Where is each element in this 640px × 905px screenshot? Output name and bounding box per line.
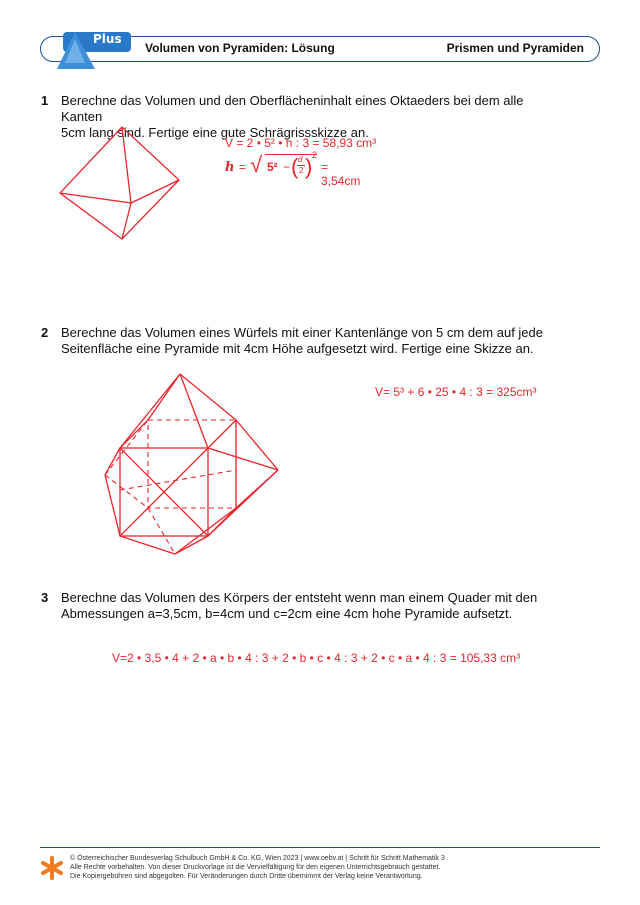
formula-result: = 3,54cm [321, 160, 361, 188]
task-2-line1: Berechne das Volumen eines Würfels mit einer Kantenlänge von 5 cm dem auf jede [61, 325, 543, 340]
task-1-volume-solution: V = 2 • 5² • h : 3 = 58,93 cm³ [225, 136, 377, 150]
task-1-line2: 5cm lang sind. Fertige eine gute Schrägrissskizze an. [61, 125, 369, 140]
task-2-number: 2 [41, 325, 49, 340]
task-2-line2: Seitenfläche eine Pyramide mit 4cm Höhe aufgesetzt wird. Fertige eine Skizze an. [61, 341, 534, 356]
octahedron-sketch [55, 125, 185, 245]
page-title: Volumen von Pyramiden: Lösung [145, 41, 335, 55]
task-3-line1: Berechne das Volumen des Körpers der entsteht wenn man einem Quader mit den [61, 590, 538, 605]
task-3-number: 3 [41, 590, 49, 605]
cube-with-pyramids-sketch [100, 370, 290, 560]
task-1-line1: Berechne das Volumen und den Oberflächeninhalt eines Oktaeders bei dem alle Kanten [61, 93, 524, 124]
footer-line2: Alle Rechte vorbehalten. Von dieser Druckvorlage ist die Vervielfältigung für den eigenen Unterrichtsgebrauch gestattet. [70, 864, 441, 871]
task-3-text [61, 590, 561, 622]
formula-h: h [225, 160, 235, 175]
formula-five-squared: 5² [267, 160, 278, 174]
task-2-volume-solution: V= 5³ + 6 • 25 • 4 : 3 = 325cm³ [375, 385, 537, 399]
footer-line3: Die Kopiergebühren sind abgegolten. Für Veränderungen durch Dritte übernimmt der Verlag keine Verantwortung. [70, 873, 423, 880]
sqrt-sign: √ [250, 152, 263, 177]
footer-line1: © Österreichischer Bundesverlag Schulbuch GmbH & Co. KG, Wien 2023 | www.oebv.at | Schritt für Schritt Mathematik 3 [70, 855, 445, 862]
formula-exponent: 2 [312, 150, 318, 160]
task-3-volume-solution: V=2 • 3,5 • 4 + 2 • a • b • 4 : 3 + 2 • b • c • 4 : 3 + 2 • c • a • 4 : 3 = 105,33 cm³ [112, 651, 521, 665]
section-title: Prismen und Pyramiden [446, 41, 584, 55]
footer-divider [40, 847, 600, 848]
footer-copyright [70, 854, 445, 881]
task-2-text [61, 325, 561, 357]
publisher-star-icon [40, 856, 64, 880]
task-3-line2: Abmessungen a=3,5cm, b=4cm und c=2cm eine 4cm hohe Pyramide aufsetzt. [61, 606, 513, 621]
logo-text: Plus [93, 32, 122, 46]
formula-two: 2 [299, 166, 304, 175]
task-1-number: 1 [41, 93, 49, 108]
formula-d: d [298, 155, 303, 164]
